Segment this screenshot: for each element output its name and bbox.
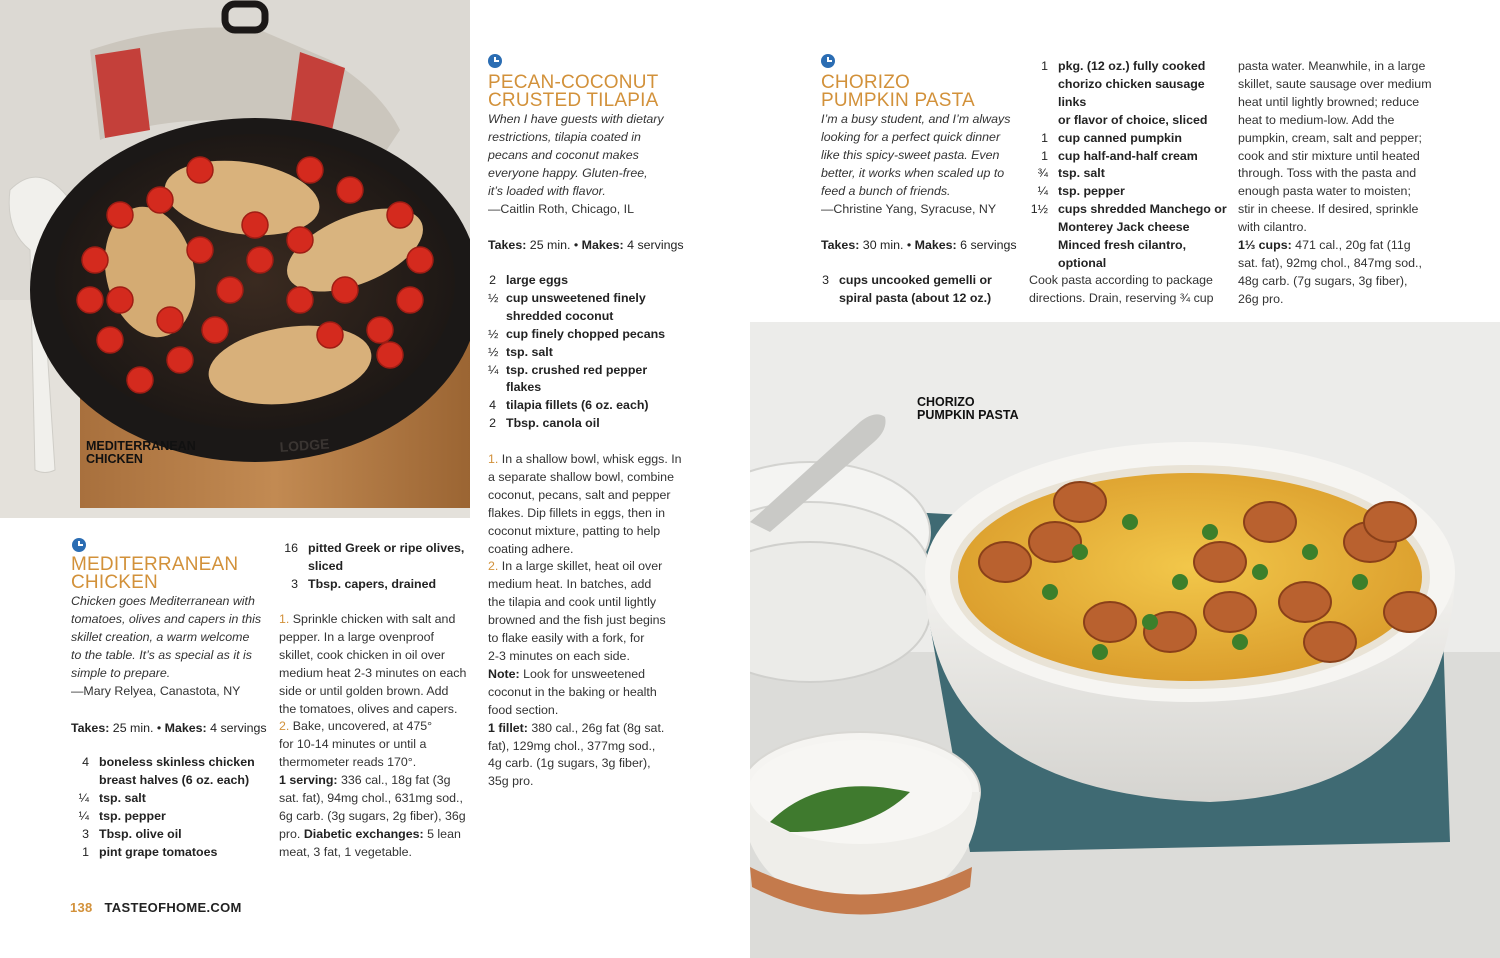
tilapia-directions <box>488 451 688 791</box>
ingredient-quantity <box>279 558 308 576</box>
tilapia-note <box>488 666 688 720</box>
ingredient-row <box>71 772 271 790</box>
sausage-slice-shape <box>1054 482 1106 522</box>
tomato-shape <box>157 307 183 333</box>
sausage-slice-shape <box>1304 622 1356 662</box>
direction-line: skillet, cook chicken in oil over <box>279 647 445 662</box>
sausage-slice-shape <box>1244 502 1296 542</box>
ingredient-quantity: 3 <box>82 826 89 841</box>
ingredient-text: tsp. salt <box>1058 166 1105 181</box>
clock-icon <box>821 54 835 68</box>
note-line: food section. <box>488 702 559 717</box>
direction-line: skillet, saute sausage over medium <box>1238 76 1432 91</box>
intro-line: everyone happy. Gluten-free, <box>488 165 648 180</box>
direction-line: pumpkin, cream, salt and pepper; <box>1238 130 1422 145</box>
makes-label: Makes: <box>164 721 207 735</box>
ingredient-quantity: 1 <box>1041 130 1048 145</box>
nutrition-line: 336 cal., 18g fat (3g <box>341 773 451 788</box>
direction-step-1 <box>279 611 474 718</box>
sausage-slice-shape <box>1364 502 1416 542</box>
ingredient-quantity <box>1029 76 1058 112</box>
ingredient-text: tsp. crushed red pepper <box>506 362 648 377</box>
diabetic-exchanges-label: Diabetic exchanges: <box>303 826 424 841</box>
herb-shape <box>1172 574 1188 590</box>
page-footer <box>70 900 242 915</box>
direction-line: Cook pasta according to package <box>1029 273 1213 287</box>
ingredient-row <box>71 754 271 772</box>
chicken-nutrition <box>279 772 474 862</box>
takes-value: 25 min. <box>112 721 154 735</box>
ingredient-row <box>821 290 1021 308</box>
herb-shape <box>1352 574 1368 590</box>
ingredient-text: sliced <box>308 558 344 573</box>
tilapia-title <box>488 74 659 110</box>
ingredient-row <box>488 379 688 397</box>
nutrition-line: 26g pro. <box>1238 291 1284 306</box>
clock-icon <box>488 54 502 68</box>
herb-shape <box>1092 644 1108 660</box>
ingredient-text: tsp. salt <box>506 344 553 359</box>
tomato-shape <box>107 287 133 313</box>
direction-line: a separate shallow bowl, combine <box>488 469 674 484</box>
nutrition-label: 1 fillet: <box>488 720 528 735</box>
chicken-ingredients <box>71 754 271 861</box>
page-number: 138 <box>70 900 93 915</box>
tomato-shape <box>202 317 228 343</box>
direction-line: cook and stir mixture until heated <box>1238 148 1420 163</box>
ingredient-row <box>279 540 479 558</box>
intro-line: looking for a perfect quick dinner <box>821 129 1001 144</box>
direction-line: coating adhere. <box>488 541 574 556</box>
herb-shape <box>1302 544 1318 560</box>
ingredient-row <box>488 290 688 308</box>
pasta-caption-text: CHORIZO PUMPKIN PASTA <box>917 395 1019 422</box>
ingredient-text: large eggs <box>506 273 568 287</box>
step-number: 2. <box>279 719 290 734</box>
ingredient-quantity: ¼ <box>488 362 499 377</box>
chicken-title-line2: CHICKEN <box>71 572 158 593</box>
pasta-byline: —Christine Yang, Syracuse, NY <box>821 201 997 216</box>
tomato-shape <box>377 342 403 368</box>
ingredient-row <box>1029 148 1234 166</box>
intro-line: it’s loaded with flavor. <box>488 183 606 198</box>
tilapia-title-line1: PECAN-COCONUT <box>488 72 659 93</box>
tilapia-title-line2: CRUSTED TILAPIA <box>488 90 659 111</box>
skillet-chicken-illustration <box>0 0 470 518</box>
sausage-slice-shape <box>1084 602 1136 642</box>
sausage-slice-shape <box>979 542 1031 582</box>
diabetic-line: 5 lean <box>427 826 461 841</box>
diabetic-line: meat, 3 fat, 1 vegetable. <box>279 844 412 859</box>
ingredient-text: pkg. (12 oz.) fully cooked <box>1058 59 1206 73</box>
ingredient-quantity: 4 <box>489 398 496 413</box>
tomato-shape <box>127 367 153 393</box>
direction-line: pasta water. Meanwhile, in a large <box>1238 59 1426 73</box>
direction-line: stir in cheese. If desired, sprinkle <box>1238 202 1419 217</box>
ingredient-quantity: 1 <box>1041 148 1048 163</box>
tomato-shape <box>332 277 358 303</box>
direction-line: the tilapia and cook until lightly <box>488 595 657 610</box>
intro-line: When I have guests with dietary <box>488 112 664 126</box>
ingredient-text: Minced fresh cilantro, <box>1058 238 1187 253</box>
direction-line: coconut, pecans, salt and pepper <box>488 487 671 502</box>
ingredient-text: cup unsweetened finely <box>506 290 646 305</box>
ingredient-row <box>71 808 271 826</box>
ingredient-row <box>488 362 688 380</box>
tomato-shape <box>167 347 193 373</box>
nutrition-line: 380 cal., 26g fat (8g sat. <box>531 720 665 735</box>
ingredient-quantity: 4 <box>82 755 89 769</box>
ingredient-row <box>1029 183 1234 201</box>
nutrition-line: fat), 129mg chol., 377mg sod., <box>488 738 656 753</box>
takes-value: 30 min. <box>862 238 904 252</box>
ingredient-text: cups shredded Manchego or <box>1058 202 1227 217</box>
intro-line: skillet creation, a warm welcome <box>71 629 250 644</box>
intro-line: pecans and coconut makes <box>488 147 639 162</box>
pasta-ingredients-continued <box>1029 58 1234 273</box>
direction-line: directions. Drain, reserving ¾ cup <box>1029 290 1214 305</box>
ingredient-quantity: ¼ <box>78 790 89 805</box>
direction-line: through. Toss with the pasta and <box>1238 166 1417 181</box>
nutrition-line: 4g carb. (1g sugars, 3g fiber), <box>488 756 651 771</box>
tomato-shape <box>367 317 393 343</box>
ingredient-text: spiral pasta (about 12 oz.) <box>839 290 992 305</box>
ingredient-row <box>71 790 271 808</box>
chicken-ingredients-continued <box>279 540 479 594</box>
ingredient-quantity: ¾ <box>1037 166 1048 181</box>
ingredient-row <box>1029 255 1234 273</box>
direction-line: medium heat. In batches, add <box>488 577 652 592</box>
note-label: Note: <box>488 666 520 681</box>
ingredient-quantity: ¼ <box>78 808 89 823</box>
pasta-directions-start <box>1029 272 1229 308</box>
ingredient-text: Tbsp. olive oil <box>99 826 182 841</box>
tilapia-nutrition <box>488 720 688 792</box>
direction-line: heat to medium-low. Add the <box>1238 112 1395 127</box>
tomato-shape <box>107 202 133 228</box>
ingredient-row <box>1029 219 1234 237</box>
ingredient-text: chorizo chicken sausage links <box>1058 76 1205 109</box>
direction-line: browned and the fish just begins <box>488 613 666 628</box>
direction-line: In a large skillet, heat oil over <box>501 559 663 574</box>
nutrition-label: 1⅓ cups: <box>1238 238 1292 253</box>
sausage-slice-shape <box>1384 592 1436 632</box>
nutrition-line: sat. fat), 94mg chol., 631mg sod., <box>279 791 463 806</box>
ingredient-row <box>488 326 688 344</box>
ingredient-row <box>1029 130 1234 148</box>
ingredient-row <box>488 308 688 326</box>
direction-line: Bake, uncovered, at 475° <box>292 719 433 734</box>
ingredient-text: cup half-and-half cream <box>1058 148 1198 163</box>
ingredient-row <box>821 272 1021 290</box>
direction-line: to flake easily with a fork, for <box>488 631 645 646</box>
sausage-slice-shape <box>1204 592 1256 632</box>
direction-step-1 <box>488 451 688 558</box>
tomato-shape <box>297 157 323 183</box>
ingredient-quantity: 1½ <box>1030 202 1048 217</box>
ingredient-row <box>1029 112 1234 130</box>
ingredient-row <box>488 272 688 290</box>
ingredient-row <box>1029 237 1234 255</box>
makes-value: 4 servings <box>627 238 684 252</box>
ingredient-text: optional <box>1058 255 1107 270</box>
tomato-shape <box>317 322 343 348</box>
sausage-slice-shape <box>1194 542 1246 582</box>
herb-shape <box>1142 614 1158 630</box>
direction-line: side or until golden brown. Add <box>279 683 449 698</box>
chicken-intro <box>71 593 271 700</box>
direction-line: pepper. In a large ovenproof <box>279 629 434 644</box>
intro-line: feed a bunch of friends. <box>821 183 951 198</box>
pasta-title <box>821 74 975 110</box>
ingredient-quantity: 3 <box>822 273 829 287</box>
direction-line: coconut mixture, patting to help <box>488 523 661 538</box>
ingredient-row <box>1029 76 1234 112</box>
intro-line: restrictions, tilapia coated in <box>488 129 641 144</box>
herb-shape <box>1072 544 1088 560</box>
tilapia-byline: —Caitlin Roth, Chicago, IL <box>488 201 635 216</box>
tomato-shape <box>217 277 243 303</box>
takes-value: 25 min. <box>529 238 571 252</box>
pan-brand-text: LODGE <box>279 435 330 455</box>
direction-line: medium heat 2-3 minutes on each <box>279 665 467 680</box>
ingredient-text: breast halves (6 oz. each) <box>99 772 250 787</box>
ingredient-row <box>1029 165 1234 183</box>
direction-line: In a shallow bowl, whisk eggs. In <box>501 452 682 466</box>
direction-line: enough pasta water to moisten; <box>1238 184 1411 199</box>
intro-line: to the table. It’s as special as it is <box>71 647 252 662</box>
nutrition-label: 1 serving: <box>279 773 338 788</box>
tomato-shape <box>187 157 213 183</box>
ingredient-quantity: ¼ <box>1037 184 1048 199</box>
tomato-shape <box>407 247 433 273</box>
ingredient-quantity <box>1029 237 1058 255</box>
site-name: TASTEOFHOME.COM <box>104 900 242 915</box>
herb-shape <box>1232 634 1248 650</box>
clock-icon <box>72 538 86 552</box>
takes-label: Takes: <box>488 238 527 252</box>
ingredient-text: cup canned pumpkin <box>1058 130 1182 145</box>
ingredient-text: flakes <box>506 380 542 395</box>
chorizo-pumpkin-pasta-photo <box>750 322 1500 958</box>
chicken-meta: Takes: 25 min. • Makes: 4 servings <box>71 721 267 735</box>
tomato-shape <box>247 247 273 273</box>
direction-step-2 <box>488 558 688 665</box>
direction-line: with cilantro. <box>1238 220 1307 235</box>
tomato-shape <box>242 212 268 238</box>
ingredient-text: Tbsp. capers, drained <box>308 576 437 591</box>
sausage-slice-shape <box>1279 582 1331 622</box>
herb-shape <box>1042 584 1058 600</box>
pasta-meta: Takes: 30 min. • Makes: 6 servings <box>821 238 1017 252</box>
ingredient-text: Tbsp. canola oil <box>506 416 600 431</box>
ingredient-quantity: 1 <box>1041 59 1048 73</box>
direction-line: 2-3 minutes on each side. <box>488 648 630 663</box>
takes-label: Takes: <box>71 721 110 735</box>
intro-line: simple to prepare. <box>71 665 171 680</box>
chicken-photo-caption <box>86 440 196 466</box>
ingredient-row <box>488 344 688 362</box>
ingredient-row <box>71 844 271 862</box>
ingredient-quantity: ½ <box>488 344 499 359</box>
nutrition-line: 6g carb. (3g sugars, 2g fiber), 36g <box>279 808 466 823</box>
ingredient-text: tsp. pepper <box>99 808 166 823</box>
ingredient-quantity: 1 <box>82 844 89 859</box>
ingredient-quantity <box>488 308 506 326</box>
chicken-title <box>71 556 238 592</box>
makes-value: 6 servings <box>960 238 1017 252</box>
note-line: Look for unsweetened <box>523 666 646 681</box>
intro-line: Chicken goes Mediterranean with <box>71 594 255 608</box>
ingredient-quantity <box>1029 112 1058 130</box>
herb-shape <box>1252 564 1268 580</box>
ingredient-text: or flavor of choice, sliced <box>1058 112 1208 127</box>
tomato-shape <box>97 327 123 353</box>
ingredient-row <box>279 558 479 576</box>
chicken-byline: —Mary Relyea, Canastota, NY <box>71 683 241 698</box>
intro-line: tomatoes, olives and capers in this <box>71 611 262 626</box>
pasta-title-line2: PUMPKIN PASTA <box>821 90 975 111</box>
ingredient-text: cup finely chopped pecans <box>506 326 666 341</box>
tomato-shape <box>82 247 108 273</box>
chicken-title-line1: MEDITERRANEAN <box>71 554 239 575</box>
pasta-ingredients <box>821 272 1021 308</box>
ingredient-text: tsp. salt <box>99 790 146 805</box>
pasta-photo-caption <box>917 396 1019 422</box>
tomato-shape <box>337 177 363 203</box>
intro-line: better, it works when scaled up to <box>821 165 1005 180</box>
tilapia-ingredients <box>488 272 688 433</box>
ingredient-row <box>1029 58 1234 76</box>
nutrition-line: pro. <box>279 826 301 841</box>
nutrition-line: sat. fat), 92mg chol., 847mg sod., <box>1238 255 1422 270</box>
nutrition-line: 35g pro. <box>488 774 534 789</box>
direction-line: the tomatoes, olives and capers. <box>279 701 458 716</box>
ingredient-quantity: ½ <box>488 290 499 305</box>
ingredient-text: boneless skinless chicken <box>99 755 255 769</box>
step-number: 1. <box>488 452 499 466</box>
ingredient-text: shredded coconut <box>506 308 614 323</box>
step-number: 1. <box>279 612 290 626</box>
pasta-title-line1: CHORIZO <box>821 72 911 93</box>
mediterranean-chicken-photo <box>0 0 470 518</box>
chicken-caption-text: MEDITERRANEAN CHICKEN <box>86 439 196 466</box>
ingredient-text: pitted Greek or ripe olives, <box>308 541 465 555</box>
ingredient-quantity: 3 <box>291 576 298 591</box>
note-line: coconut in the baking or health <box>488 684 657 699</box>
ingredient-text: cups uncooked gemelli or <box>839 273 992 287</box>
pasta-bowl-illustration <box>750 322 1500 958</box>
nutrition-line: 471 cal., 20g fat (11g <box>1295 238 1411 253</box>
ingredient-row <box>1029 201 1234 219</box>
intro-line: like this spicy-sweet pasta. Even <box>821 147 1000 162</box>
tomato-shape <box>77 287 103 313</box>
pasta-intro <box>821 111 1021 218</box>
ingredient-text: tilapia fillets (6 oz. each) <box>506 398 649 413</box>
makes-label: Makes: <box>581 238 624 252</box>
tilapia-meta: Takes: 25 min. • Makes: 4 servings <box>488 238 684 252</box>
pasta-nutrition <box>1238 237 1438 309</box>
tomato-shape <box>387 202 413 228</box>
ingredient-quantity <box>1029 219 1058 237</box>
tomato-shape <box>287 287 313 313</box>
makes-label: Makes: <box>914 238 957 252</box>
chicken-directions <box>279 611 474 862</box>
tilapia-intro <box>488 111 688 218</box>
takes-label: Takes: <box>821 238 860 252</box>
direction-line: for 10-14 minutes or until a <box>279 737 427 752</box>
tomato-shape <box>287 227 313 253</box>
ingredient-row <box>488 415 688 433</box>
ingredient-quantity <box>1029 255 1058 273</box>
ingredient-quantity <box>71 772 99 790</box>
ingredient-row <box>71 826 271 844</box>
ingredient-quantity <box>821 290 839 308</box>
ingredient-text: tsp. pepper <box>1058 184 1125 199</box>
nutrition-line: 48g carb. (7g sugars, 3g fiber), <box>1238 273 1408 288</box>
herb-shape <box>1122 514 1138 530</box>
ingredient-text: Monterey Jack cheese <box>1058 220 1190 235</box>
tomato-shape <box>187 237 213 263</box>
intro-line: I’m a busy student, and I’m always <box>821 112 1011 126</box>
ingredient-quantity: 2 <box>489 273 496 287</box>
step-number: 2. <box>488 559 499 574</box>
ingredient-quantity <box>488 379 506 397</box>
direction-line: thermometer reads 170°. <box>279 755 417 770</box>
herb-shape <box>1202 524 1218 540</box>
ingredient-text: pint grape tomatoes <box>99 844 218 859</box>
direction-line: Sprinkle chicken with salt and <box>292 612 456 626</box>
direction-line: heat until lightly browned; reduce <box>1238 94 1420 109</box>
ingredient-quantity: 16 <box>284 541 298 555</box>
ingredient-row <box>279 576 479 594</box>
ingredient-quantity: 2 <box>489 416 496 431</box>
direction-line: flakes. Dip fillets in eggs, then in <box>488 505 666 520</box>
pasta-directions-continued <box>1238 58 1438 309</box>
tomato-shape <box>147 187 173 213</box>
direction-step-2 <box>279 718 474 772</box>
ingredient-quantity: ½ <box>488 326 499 341</box>
ingredient-row <box>488 397 688 415</box>
makes-value: 4 servings <box>210 721 267 735</box>
tomato-shape <box>397 287 423 313</box>
